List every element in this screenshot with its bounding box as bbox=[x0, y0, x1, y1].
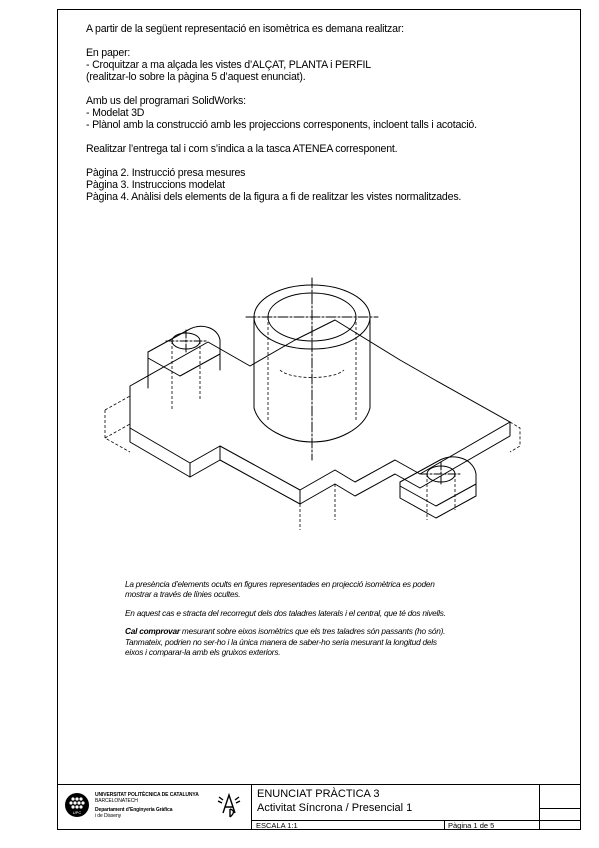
delivery-text: Realitzar l’entrega tal i com s’indica a la tasca ATENEA corresponent. bbox=[86, 143, 398, 155]
note-line-rest: mesurant sobre eixos isomètrics que els tres taladres són passants (ho són). bbox=[179, 626, 446, 637]
cylinder-axis bbox=[246, 278, 378, 460]
note-emphasis: Cal comprovar bbox=[125, 626, 180, 637]
base-plate-edge bbox=[300, 422, 510, 504]
hidden-base-left bbox=[105, 396, 130, 452]
scale-cell: ESCALA 1:1 bbox=[252, 821, 445, 830]
university-line: UNIVERSITAT POLITÈCNICA DE CATALUNYA bbox=[95, 792, 199, 798]
title-block bbox=[57, 784, 581, 830]
note-line: eixos i comparar-la amb els gruixos exteriors. bbox=[125, 647, 281, 658]
note-line: mostrar a través de línies ocultes. bbox=[125, 589, 241, 600]
upc-logo-icon bbox=[65, 793, 89, 817]
paper-item: - Croquitzar a ma alçada les vistes d’ALÇAT, PLANTA i PERFIL bbox=[86, 59, 371, 71]
department-line: Departament d’Enginyeria Gràfica bbox=[95, 807, 173, 813]
hidden-base-right bbox=[510, 422, 520, 452]
notes-text bbox=[125, 579, 515, 665]
page-reference: Pàgina 4. Anàlisi dels elements de la figura a fi de realitzar les vistes normalitzades. bbox=[86, 191, 462, 203]
university-name bbox=[95, 792, 199, 819]
paper-item: (realitzar-lo sobre la pàgina 5 d’aquest enunciat). bbox=[86, 71, 306, 83]
note-line: Tanmateix, podrien no ser-ho i la única manera de saber-ho seria mesurant la longitud dels bbox=[125, 636, 437, 647]
paper-heading: En paper: bbox=[86, 47, 131, 59]
base-plate-top bbox=[130, 320, 510, 490]
software-item: - Plànol amb la construcció amb les projeccions corresponents, incloent talls i acotació. bbox=[86, 119, 477, 131]
note-line: La presència d’elements ocults en figures representades en projecció isomètrica es poden bbox=[125, 579, 435, 589]
logo-cell bbox=[57, 785, 252, 830]
software-item: - Modelat 3D bbox=[86, 107, 145, 119]
instructions-text bbox=[86, 23, 556, 215]
note-line bbox=[125, 626, 515, 636]
right-hole-axis bbox=[420, 462, 462, 486]
base-plate-side bbox=[130, 428, 300, 504]
page-number-cell: Pàgina 1 de 5 bbox=[445, 821, 540, 830]
software-heading: Amb us del programari SolidWorks: bbox=[86, 95, 246, 107]
department-logo-icon bbox=[215, 791, 243, 819]
university-line: BARCELONATECH bbox=[95, 798, 138, 804]
department-line: i de Disseny bbox=[95, 813, 122, 819]
left-tab bbox=[148, 326, 220, 376]
document-subtitle: Activitat Síncrona / Presencial 1 bbox=[257, 802, 413, 814]
page-reference: Pàgina 3. Instruccions modelat bbox=[86, 179, 225, 191]
side-cell bbox=[540, 785, 581, 809]
intro-text: A partir de la següent representació en isomètrica es demana realitzar: bbox=[86, 23, 404, 35]
note-line: En aquest cas e stracta del recorregut dels dos taladres laterals i el central, que té dos nivells. bbox=[125, 607, 446, 618]
right-tab-side bbox=[400, 484, 476, 518]
upc-logo-label: UPC bbox=[72, 810, 82, 815]
hidden-base-bottom bbox=[300, 484, 335, 530]
side-cell bbox=[540, 809, 581, 821]
document-title: ENUNCIAT PRÀCTICA 3 bbox=[257, 788, 380, 800]
corner-notch bbox=[190, 446, 220, 477]
page-reference: Pàgina 2. Instrucció presa mesures bbox=[86, 167, 246, 179]
isometric-drawing bbox=[90, 270, 530, 580]
